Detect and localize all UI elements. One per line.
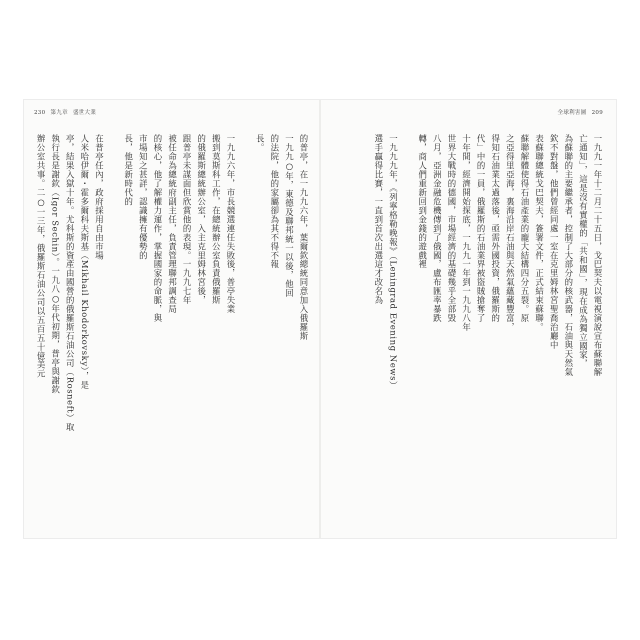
text-column: 蘇聯解體使得石油產業的龐大結構四分五裂。原 xyxy=(519,134,530,323)
text-column: 代」中的一員，俄羅斯的石油業界被盜賊搶奪了 xyxy=(476,134,487,323)
right-running-head xyxy=(558,108,606,116)
text-column: 人米哈伊爾・霍多爾科夫斯基（Mikhail Khodorkovsky），是 xyxy=(79,134,90,390)
text-column xyxy=(109,134,120,522)
text-column: 一九九九年，《列寧格勒晚報》（Leningrad Evening News） xyxy=(388,134,399,391)
text-column: 的核心，他了解權力運作，掌握國家的命脈，與 xyxy=(152,134,163,323)
text-column: 市場知之甚詳，認識擁有優勢的 xyxy=(138,134,149,260)
right-page-number: 209 xyxy=(591,110,603,116)
right-text-block xyxy=(330,134,604,522)
left-chapter-label: 第九章 xyxy=(50,110,68,116)
text-column: 的法院，他的家屬卻為其不得不報 xyxy=(269,134,280,269)
text-column: 一九九○年，東德及聯邦統一以後，他回 xyxy=(284,134,295,298)
book-spread xyxy=(24,100,616,538)
text-column: 十年間，經濟開始探底，一九九一年到一九九八年 xyxy=(461,134,472,332)
text-column xyxy=(359,134,370,522)
text-column: 欽不對盤，他們曾經同處一室在克里姆林宮聖喬治廳中 xyxy=(549,134,560,350)
text-column: 辦公室共事。二○一三年，俄羅斯石油公司以五百五十億美元 xyxy=(36,134,47,379)
text-column: 轉，商人們重新回到金錢的遊戲裡 xyxy=(417,134,428,269)
left-text-block xyxy=(36,134,310,522)
text-column: 的俄羅斯總統辦公室，入主克里姆林宮後， xyxy=(196,134,207,305)
text-column: 長。 xyxy=(255,134,266,152)
text-column xyxy=(330,134,341,522)
text-column: 亭，結果入獄十年。尤科斯的資產由國營的俄羅斯石油公司（Rosneft）取 xyxy=(65,134,76,432)
left-running-head xyxy=(34,108,99,116)
left-page xyxy=(24,100,320,538)
right-chapter-title: 全球利害圖 xyxy=(557,110,587,116)
left-page-number: 230 xyxy=(34,110,46,116)
text-column: 得知石油業太過落後，亟需外國投資，俄羅斯的 xyxy=(490,134,501,323)
left-chapter-title: 盛世大業 xyxy=(72,110,97,116)
text-column xyxy=(403,134,414,522)
text-column: 亡通知」，這是沒有實權的「共和國」，現在成為獨立國家， xyxy=(578,134,589,369)
text-column: 之亞得里亞海，裏海沿岸石油與天然氣蘊藏豐富， xyxy=(505,134,516,332)
text-column: 跟普亭未謀面但欣賞他的表現。一九九七年 xyxy=(182,134,193,305)
text-column: 世界大戰時的德國，市場經濟的基礎幾乎全部毀 xyxy=(446,134,457,323)
text-column: 執行長是謝欽（Igor Sechin）。一九八○年代初期，普亭與謝欽 xyxy=(50,134,61,395)
text-column: 搬到莫斯科工作，在總統辦公室負責俄羅斯 xyxy=(211,134,222,305)
right-page xyxy=(320,100,616,538)
text-column: 一九九一年十二月二十五日，戈巴契夫以電視演說宣布蘇聯解 xyxy=(593,134,603,377)
text-column: 在普亭任內，政府採用自由市場 xyxy=(94,134,105,260)
text-column: 選手贏得比賽，一直到首次出選這才改名為 xyxy=(373,134,384,305)
text-column: 長，他是新時代的 xyxy=(123,134,134,206)
text-column: 為蘇聯的主要繼承者，控制了大部分的核武器，石油與天然氣 xyxy=(563,134,574,377)
text-column xyxy=(345,134,356,522)
text-column: 八月，亞洲金融危機傳到了俄國，盧布匯率暴跌 xyxy=(432,134,443,323)
text-column: 一九九六年，市長競選連任失敗後，普亭失業 xyxy=(225,134,236,314)
text-column xyxy=(240,134,251,522)
text-column: 表蘇聯總統戈巴契夫，簽署文件，正式結束蘇聯。 xyxy=(534,134,545,332)
text-column: 的普亭，在一九九六年，葉爾欽總統同意加入俄羅斯 xyxy=(299,134,309,341)
text-column: 被任命為總統府副主任，負責管理聯邦調查局 xyxy=(167,134,178,314)
